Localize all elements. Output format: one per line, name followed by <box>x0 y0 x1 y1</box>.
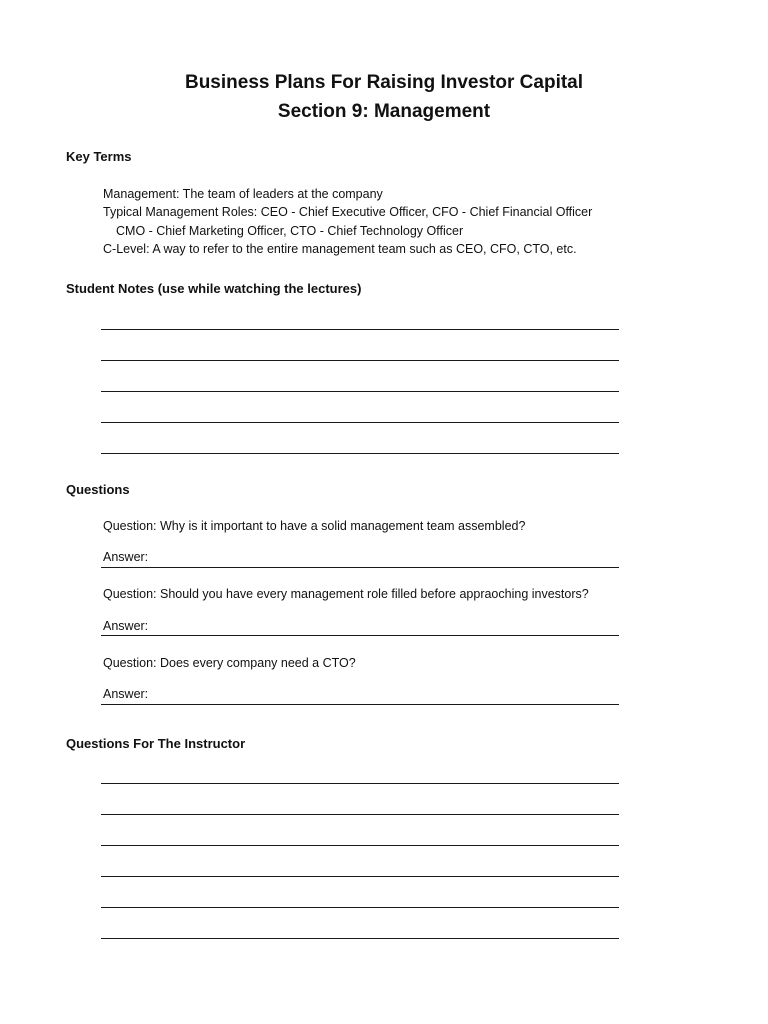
key-term-management: Management: The team of leaders at the company <box>103 187 383 201</box>
instructor-line[interactable] <box>101 876 619 877</box>
key-term-c-level: C-Level: A way to refer to the entire management team such as CEO, CFO, CTO, etc. <box>103 242 577 256</box>
answer-3-label: Answer: <box>103 687 149 701</box>
answer-2-line[interactable] <box>101 635 619 636</box>
notes-line[interactable] <box>101 329 619 330</box>
key-term-roles: Typical Management Roles: CEO - Chief Executive Officer, CFO - Chief Financial Officer <box>103 205 593 219</box>
question-3: Question: Does every company need a CTO? <box>103 656 356 670</box>
notes-line[interactable] <box>101 391 619 392</box>
answer-2-label: Answer: <box>103 619 149 633</box>
instructor-line[interactable] <box>101 845 619 846</box>
instructor-line[interactable] <box>101 907 619 908</box>
key-term-roles-continued: CMO - Chief Marketing Officer, CTO - Chief Technology Officer <box>116 224 464 238</box>
instructor-line[interactable] <box>101 814 619 815</box>
key-terms-heading: Key Terms <box>66 149 132 164</box>
instructor-line[interactable] <box>101 783 619 784</box>
document-subtitle: Section 9: Management <box>277 101 491 122</box>
instructor-line[interactable] <box>101 938 619 939</box>
notes-line[interactable] <box>101 422 619 423</box>
questions-heading: Questions <box>66 482 130 497</box>
question-2: Question: Should you have every management role filled before appraoching investors? <box>103 587 589 601</box>
student-notes-heading: Student Notes (use while watching the lectures) <box>66 281 362 296</box>
instructor-questions-heading: Questions For The Instructor <box>66 736 246 751</box>
question-1: Question: Why is it important to have a solid management team assembled? <box>103 519 526 533</box>
answer-1-line[interactable] <box>101 567 619 568</box>
document-title: Business Plans For Raising Investor Capital <box>184 72 584 93</box>
answer-1-label: Answer: <box>103 550 149 564</box>
answer-3-line[interactable] <box>101 704 619 705</box>
notes-line[interactable] <box>101 453 619 454</box>
notes-line[interactable] <box>101 360 619 361</box>
